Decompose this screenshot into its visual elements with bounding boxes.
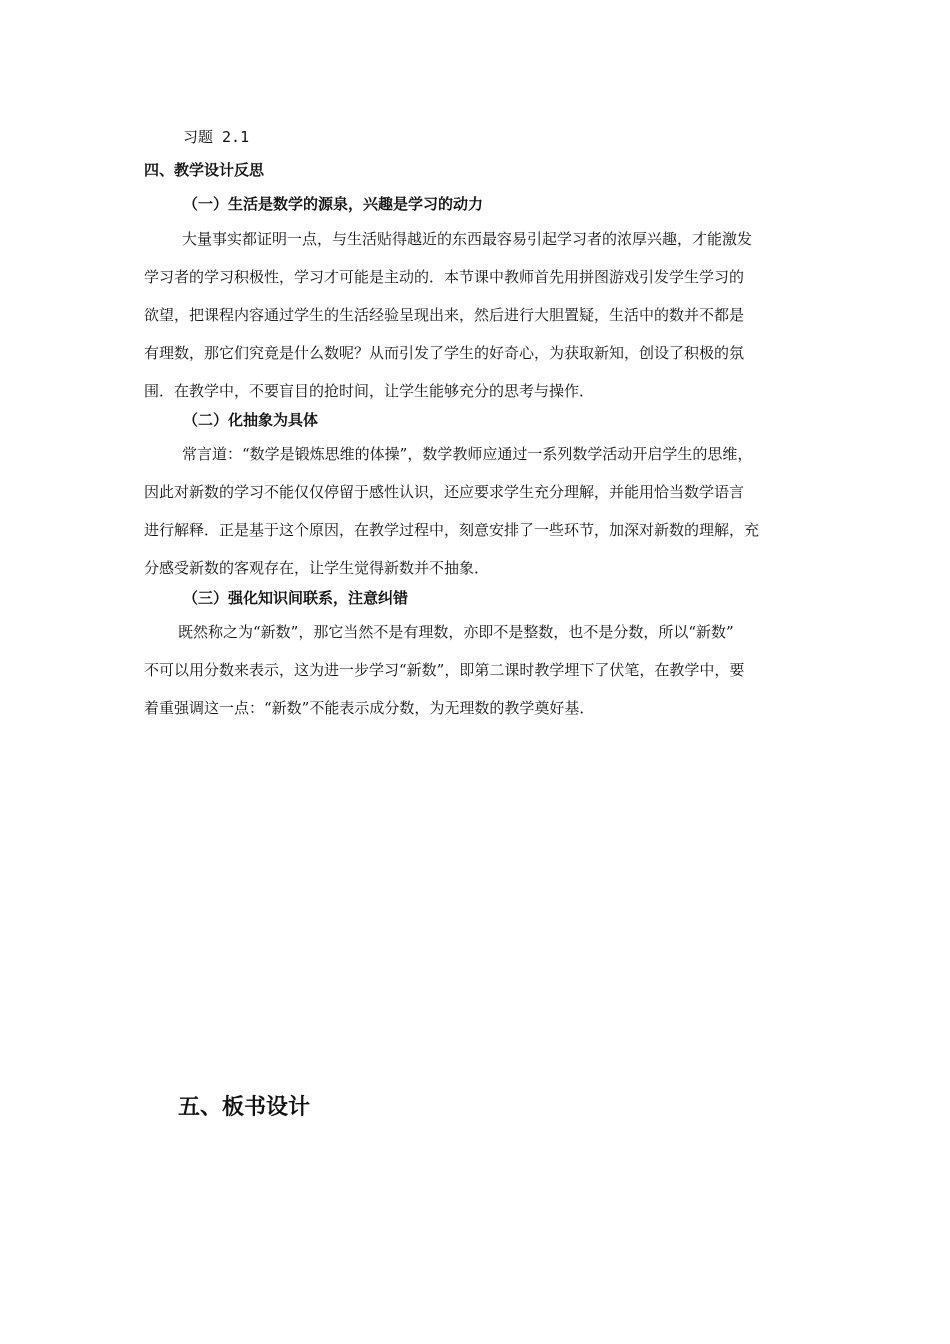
paragraph-line: 分感受新数的客观存在，让学生觉得新数并不抽象． — [144, 559, 490, 577]
section-heading-reflection: 四、教学设计反思 — [144, 161, 265, 179]
paragraph-line: 着重强调这一点：“新数”不能表示成分数，为无理数的教学奠好基． — [144, 699, 595, 717]
paragraph-line: 进行解释．正是基于这个原因，在教学过程中，刻意安排了一些环节，加深对新数的理解，充 — [144, 521, 760, 539]
exercise-reference: 习题 2.1 — [183, 128, 250, 146]
subheading-life-source: （一）生活是数学的源泉，兴趣是学习的动力 — [183, 195, 484, 213]
paragraph-life-source — [144, 229, 810, 419]
paragraph-line: 大量事实都证明一点，与生活贴得越近的东西最容易引起学习者的浓厚兴趣，才能激发 — [182, 230, 753, 248]
paragraph-line: 常言道：“数学是锻炼思维的体操”，数学教师应通过一系列数学活动开启学生的思维， — [182, 445, 753, 463]
paragraph-line: 因此对新数的学习不能仅仅停留于感性认识，还应要求学生充分理解，并能用恰当数学语言 — [144, 483, 745, 501]
paragraph-line: 欲望，把课程内容通过学生的生活经验呈现出来，然后进行大胆置疑，生活中的数并不都是 — [144, 306, 745, 324]
paragraph-line: 不可以用分数来表示，这为进一步学习“新数”，即第二课时教学埋下了伏笔，在教学中，要 — [144, 661, 745, 679]
paragraph-line: 既然称之为“新数”，那它当然不是有理数，亦即不是整数，也不是分数，所以“新数” — [178, 623, 734, 641]
paragraph-line: 有理数，那它们究竟是什么数呢？从而引发了学生的好奇心，为获取新知，创设了积极的氛 — [144, 344, 745, 362]
subheading-abstract-to-concrete: （二）化抽象为具体 — [183, 411, 319, 429]
paragraph-line: 围．在教学中，不要盲目的抢时间，让学生能够充分的思考与操作． — [144, 382, 595, 400]
paragraph-line: 学习者的学习积极性，学习才可能是主动的．本节课中教师首先用拼图游戏引发学生学习的 — [144, 268, 745, 286]
paragraph-abstract-to-concrete — [144, 444, 810, 596]
subheading-knowledge-links: （三）强化知识间联系，注意纠错 — [183, 589, 409, 607]
paragraph-knowledge-links — [144, 622, 810, 736]
section-heading-board-design: 五、板书设计 — [178, 1095, 311, 1120]
